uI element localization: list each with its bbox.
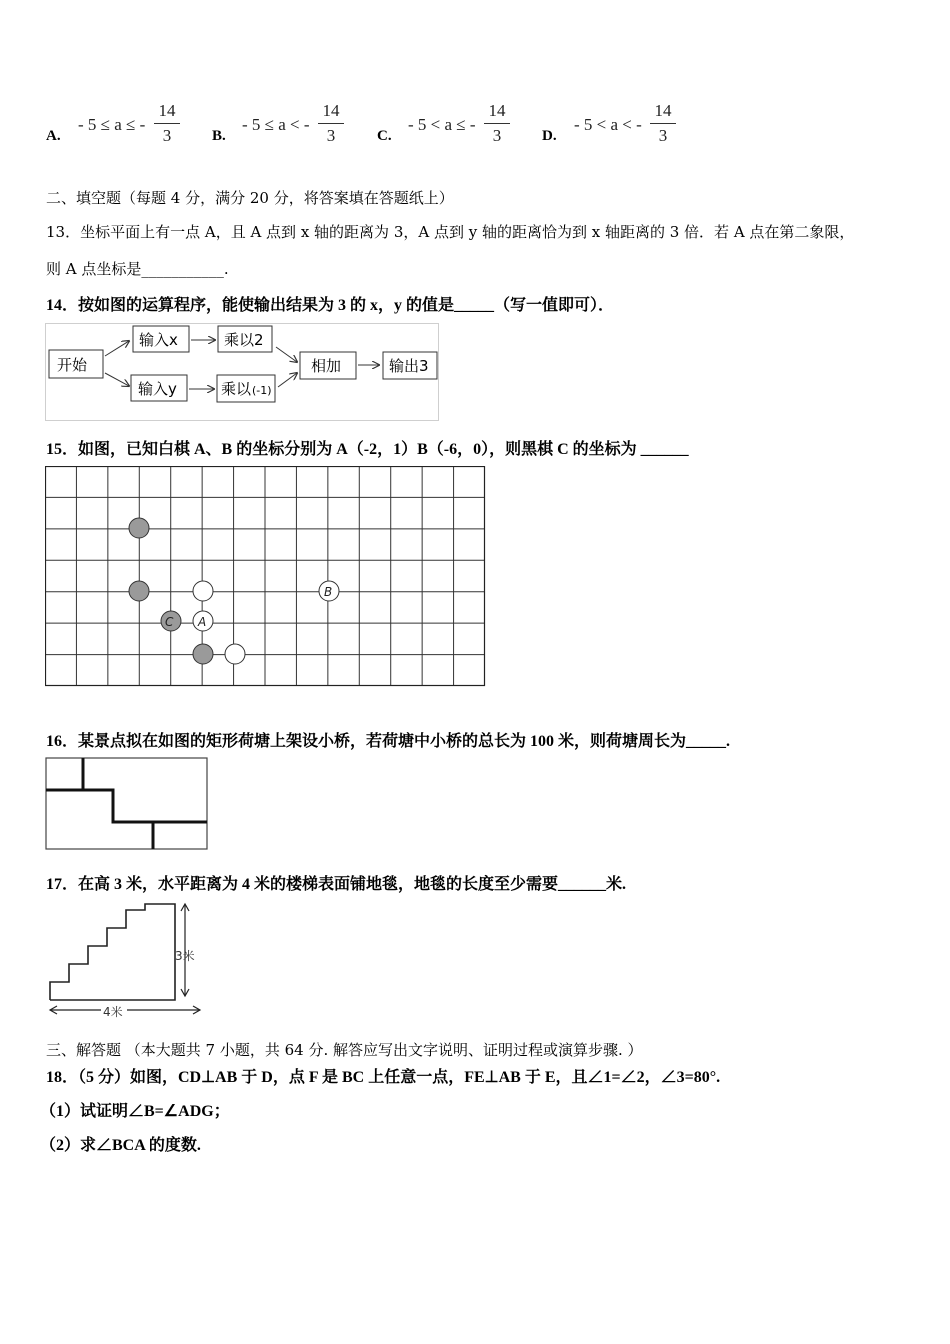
- arrow-to-input-x: [105, 341, 129, 356]
- arrow-to-input-y: [105, 373, 129, 386]
- fraction-denominator: 3: [658, 126, 668, 145]
- start-label: 开始: [57, 356, 88, 374]
- stone-c-label: C: [165, 615, 174, 629]
- fraction-denominator: 3: [162, 126, 172, 145]
- question-13-line-1: 13．坐标平面上有一点 A，且 A 点到 x 轴的距离为 3，A 点到 y 轴的距离恰为到 x 轴距离的 3 倍．若 A 点在第二象限，: [46, 223, 855, 241]
- option-c-fraction: [484, 101, 510, 146]
- fraction-numerator: 14: [322, 101, 340, 120]
- times-2-label: 乘以2: [224, 331, 264, 349]
- stone-a-label: A: [198, 615, 207, 629]
- height-label: 3米: [175, 949, 195, 963]
- question-16-text: 16．某景点拟在如图的矩形荷塘上架设小桥，若荷塘中小桥的总长为 100 米，则荷塘周长为_____.: [46, 733, 731, 750]
- staircase-figure: [45, 900, 205, 1022]
- section-2-title: 二、填空题（每题 4 分，满分 20 分，将答案填在答题纸上）: [46, 189, 454, 207]
- option-a-inequality: - 5 ≤ a ≤ -: [78, 115, 146, 134]
- option-b-letter: B.: [212, 128, 226, 144]
- pond-bridge-figure: [45, 757, 209, 851]
- question-17-text: 17．在高 3 米，水平距离为 4 米的楼梯表面铺地毯，地毯的长度至少需要______米.: [46, 876, 627, 893]
- times-neg1-value: (-1): [252, 384, 272, 397]
- black-stone: [129, 518, 149, 538]
- fraction-numerator: 14: [158, 101, 176, 120]
- arrow-from-times-neg1: [278, 373, 297, 387]
- fraction-bar: [650, 123, 676, 124]
- option-d-fraction: [650, 101, 676, 146]
- option-d-inequality: - 5 < a < -: [574, 115, 642, 134]
- option-b-inequality: - 5 ≤ a < -: [242, 115, 310, 134]
- black-stone: [129, 581, 149, 601]
- question-15-text: 15．如图，已知白棋 A、B 的坐标分别为 A（-2，1）B（-6，0），则黑棋 C 的坐标为 ______: [46, 441, 689, 458]
- fraction-denominator: 3: [492, 126, 502, 145]
- width-label: 4米: [103, 1005, 123, 1019]
- section-3-title: 三、解答题 （本大题共 7 小题，共 64 分. 解答应写出文字说明、证明过程或演算步骤. ）: [46, 1041, 643, 1059]
- pond-rectangle: [46, 758, 207, 849]
- add-label: 相加: [311, 357, 342, 375]
- fraction-bar: [154, 123, 180, 124]
- output-label: 输出3: [389, 357, 429, 375]
- staircase-outline: [50, 904, 175, 1000]
- option-list: [0, 95, 950, 155]
- option-c-letter: C.: [377, 128, 392, 144]
- go-board-figure: [45, 466, 486, 688]
- board-grid: [45, 466, 485, 686]
- question-18-part-1: （1）试证明∠B=∠ADG；: [40, 1103, 230, 1120]
- question-18-part-2: （2）求∠BCA 的度数.: [40, 1137, 201, 1154]
- white-stone: [193, 581, 213, 601]
- white-stone: [225, 644, 245, 664]
- fraction-numerator: 14: [654, 101, 672, 120]
- option-c-inequality: - 5 < a ≤ -: [408, 115, 476, 134]
- input-x-label: 输入x: [139, 331, 178, 349]
- option-a-fraction: [154, 101, 180, 146]
- black-stone: [193, 644, 213, 664]
- arrow-from-times2: [276, 347, 297, 362]
- question-14-text: 14．按如图的运算程序，能使输出结果为 3 的 x，y 的值是_____（写一值即可）．: [46, 297, 615, 314]
- option-b-fraction: [318, 101, 344, 146]
- fraction-bar: [484, 123, 510, 124]
- input-y-label: 输入y: [138, 380, 177, 398]
- question-13-line-2: 则 A 点坐标是___________.: [46, 260, 229, 278]
- times-neg1-label: 乘以: [221, 380, 252, 398]
- fraction-bar: [318, 123, 344, 124]
- stone-b-label: B: [324, 585, 333, 599]
- question-18-text: 18．（5 分）如图，CD⊥AB 于 D，点 F 是 BC 上任意一点，FE⊥AB 于 E，且∠1=∠2，∠3=80°.: [46, 1069, 721, 1086]
- option-d-letter: D.: [542, 128, 557, 144]
- fraction-denominator: 3: [326, 126, 336, 145]
- flowchart-figure: [45, 323, 440, 422]
- fraction-numerator: 14: [488, 101, 506, 120]
- option-a-letter: A.: [46, 128, 61, 144]
